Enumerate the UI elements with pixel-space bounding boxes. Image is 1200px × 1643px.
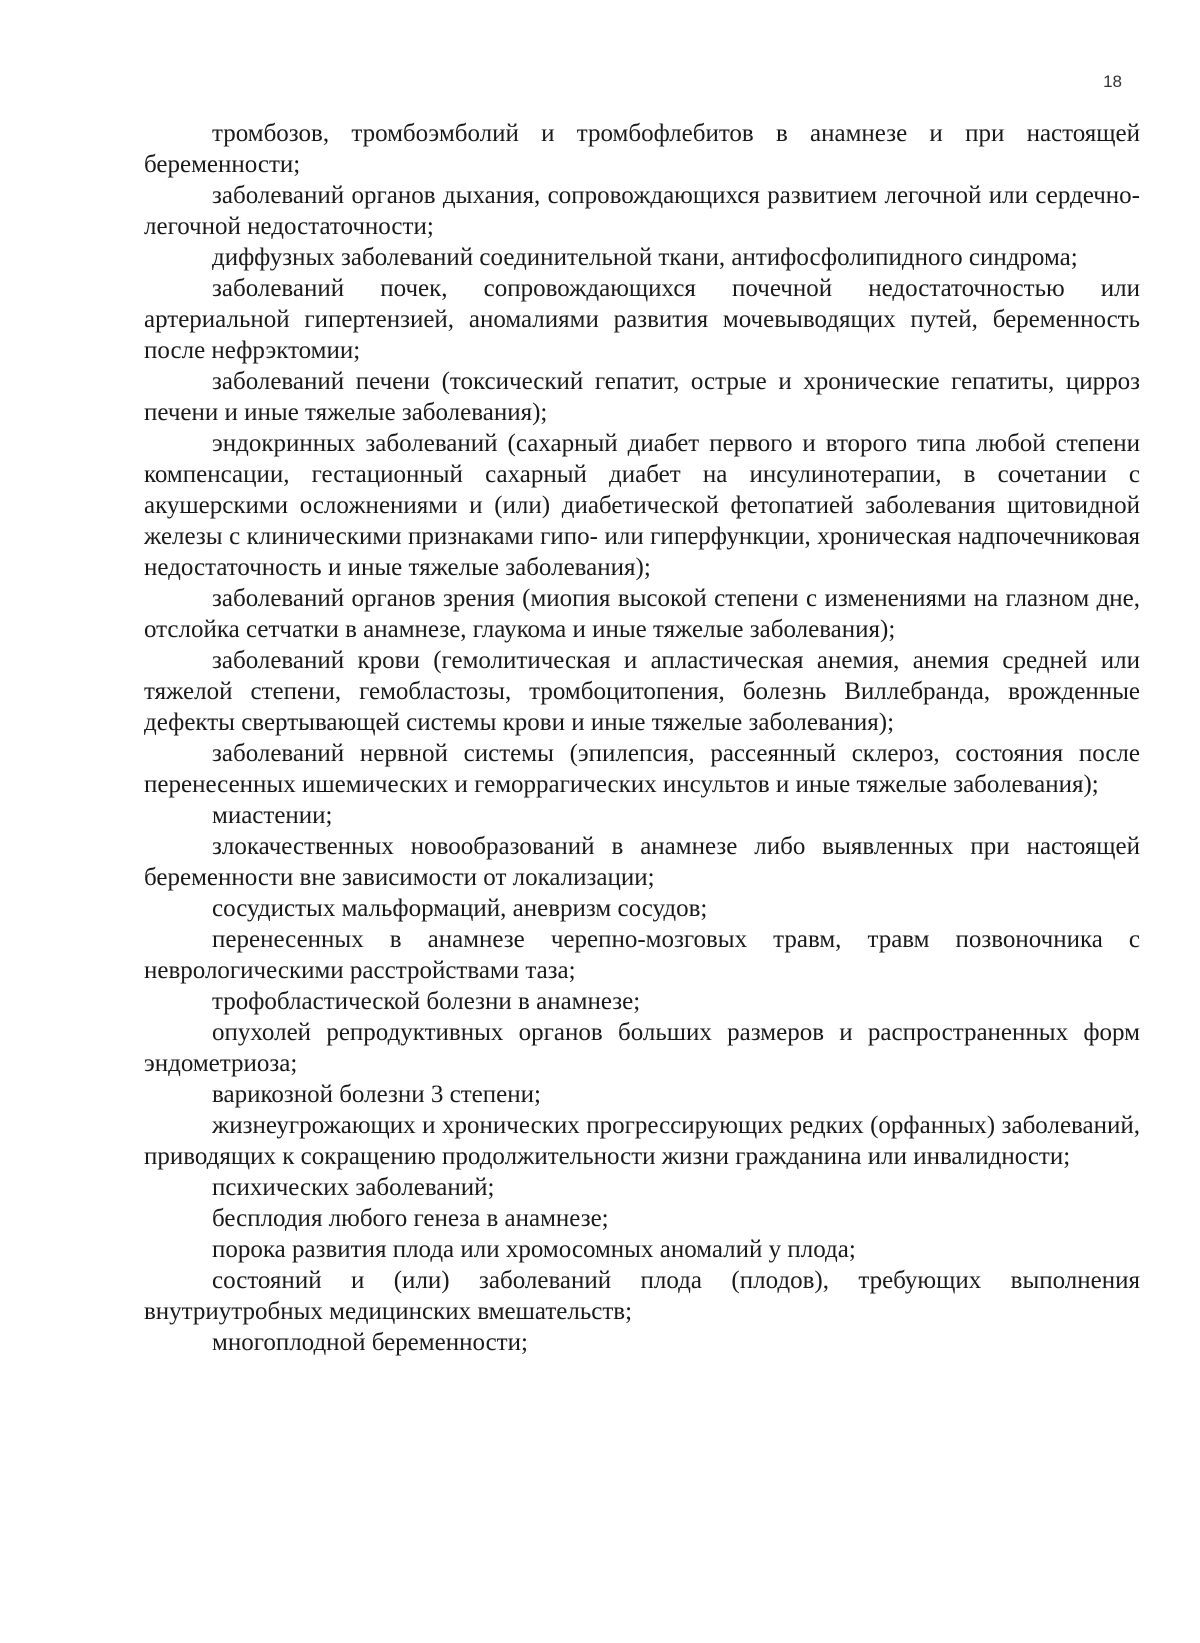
list-item: опухолей репродуктивных органов больших размеров и распространенных форм эндометриоза; — [144, 1019, 1140, 1077]
list-item: заболеваний почек, сопровождающихся почечной недостаточностью или артериальной гипертензией, аномалиями развития мочевыводящих путей, беременность после нефрэктомии; — [144, 275, 1140, 364]
list-item: заболеваний органов зрения (миопия высокой степени с изменениями на глазном дне, отслойка сетчатки в анамнезе, глаукома и иные тяжелые заболевания); — [144, 585, 1140, 643]
list-item: заболеваний печени (токсический гепатит, острые и хронические гепатиты, цирроз печени и иные тяжелые заболевания); — [144, 368, 1140, 426]
list-item: сосудистых мальформаций, аневризм сосудов; — [212, 895, 708, 922]
list-item: перенесенных в анамнезе черепно-мозговых травм, травм позвоночника с неврологическими расстройствами таза; — [144, 926, 1140, 984]
list-item: тромбозов, тромбоэмболий и тромбофлебитов в анамнезе и при настоящей беременности; — [144, 120, 1140, 178]
list-item: злокачественных новообразований в анамнезе либо выявленных при настоящей беременности вне зависимости от локализации; — [144, 833, 1140, 891]
list-item: заболеваний нервной системы (эпилепсия, рассеянный склероз, состояния после перенесенных ишемических и геморрагических инсультов и иные тяжелые заболевания); — [144, 740, 1140, 798]
list-item: бесплодия любого генеза в анамнезе; — [212, 1205, 609, 1232]
list-item: заболеваний органов дыхания, сопровождающихся развитием легочной или сердечно-легочной недостаточности; — [144, 182, 1140, 240]
list-item: многоплодной беременности; — [212, 1329, 528, 1356]
list-item: состояний и (или) заболеваний плода (плодов), требующих выполнения внутриутробных медицинских вмешательств; — [144, 1267, 1140, 1325]
page-number: 18 — [1103, 72, 1122, 91]
list-item: заболеваний крови (гемолитическая и апластическая анемия, анемия средней или тяжелой степени, гемобластозы, тромбоцитопения, болезнь Виллебранда, врожденные дефекты свертывающей системы крови и иные тяжелые заболевания); — [144, 647, 1140, 736]
list-item: варикозной болезни 3 степени; — [212, 1081, 541, 1108]
list-item: диффузных заболеваний соединительной ткани, антифосфолипидного синдрома; — [212, 244, 1078, 271]
list-item: жизнеугрожающих и хронических прогрессирующих редких (орфанных) заболеваний, приводящих к сокращению продолжительности жизни гражданина или инвалидности; — [144, 1112, 1140, 1170]
list-item: порока развития плода или хромосомных аномалий у плода; — [212, 1236, 856, 1263]
list-item: миастении; — [212, 802, 333, 829]
list-item: трофобластической болезни в анамнезе; — [212, 988, 641, 1015]
list-item: эндокринных заболеваний (сахарный диабет первого и второго типа любой степени компенсации, гестационный сахарный диабет на инсулинотерапии, в сочетании с акушерскими осложнениями и (или) диабетической фетопатией заболевания щитовидной железы с клиническими признаками гипо- или гиперфункции, хроническая надпочечниковая недостаточность и иные тяжелые заболевания); — [144, 430, 1140, 581]
document-body — [144, 118, 1140, 1358]
list-item: психических заболеваний; — [212, 1174, 495, 1201]
